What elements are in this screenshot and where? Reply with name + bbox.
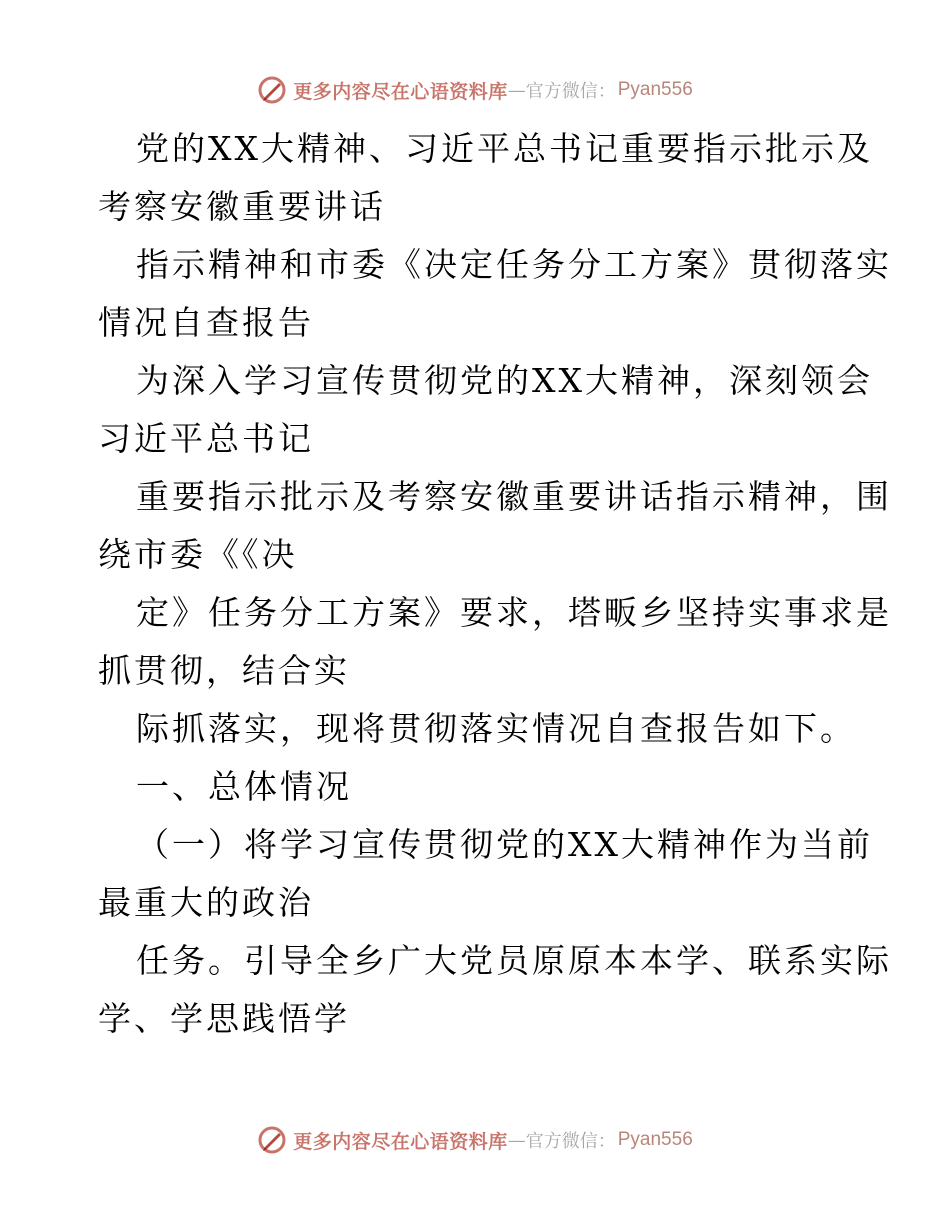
body-line: 学、学思践悟学 <box>98 999 350 1038</box>
body-line: 情况自查报告 <box>98 303 314 342</box>
watermark-id: Pyan556 <box>617 79 693 100</box>
watermark-grey-text: 官方微信： <box>525 1131 616 1152</box>
body-line: （一）将学习宣传贯彻党的XX大精神作为当前 <box>136 825 873 864</box>
body-line: 为深入学习宣传贯彻党的XX大精神，深刻领会 <box>136 361 873 400</box>
body-line: 际抓落实，现将贯彻落实情况自查报告如下。 <box>136 709 856 748</box>
footer-watermark <box>0 1120 950 1160</box>
header-watermark <box>0 70 950 110</box>
body-line: 党的XX大精神、习近平总书记重要指示批示及 <box>136 129 873 168</box>
document-body <box>98 120 892 1048</box>
pen-logo-icon <box>257 75 287 105</box>
watermark-red-text: 更多内容尽在心语资料库 <box>293 1130 508 1153</box>
body-line: 考察安徽重要讲话 <box>98 187 386 226</box>
body-line: 习近平总书记 <box>98 419 314 458</box>
watermark-grey-text: 官方微信： <box>525 81 616 102</box>
watermark-dash: — <box>507 1129 526 1151</box>
body-line: 重要指示批示及考察安徽重要讲话指示精神，围 <box>136 477 892 516</box>
body-line: 最重大的政治 <box>98 883 314 922</box>
body-line: 绕市委《《决 <box>98 535 298 574</box>
body-line: 任务。引导全乡广大党员原原本本学、联系实际 <box>136 941 892 980</box>
body-line: 指示精神和市委《决定任务分工方案》贯彻落实 <box>136 245 892 284</box>
body-line: 定》任务分工方案》要求，塔畈乡坚持实事求是 <box>136 593 892 632</box>
watermark-id: Pyan556 <box>617 1129 693 1150</box>
watermark-red-text: 更多内容尽在心语资料库 <box>293 80 508 103</box>
pen-logo-icon <box>257 1125 287 1155</box>
body-line: 抓贯彻，结合实 <box>98 651 350 690</box>
section-heading: 一、总体情况 <box>136 767 352 806</box>
watermark-dash: — <box>507 79 526 101</box>
